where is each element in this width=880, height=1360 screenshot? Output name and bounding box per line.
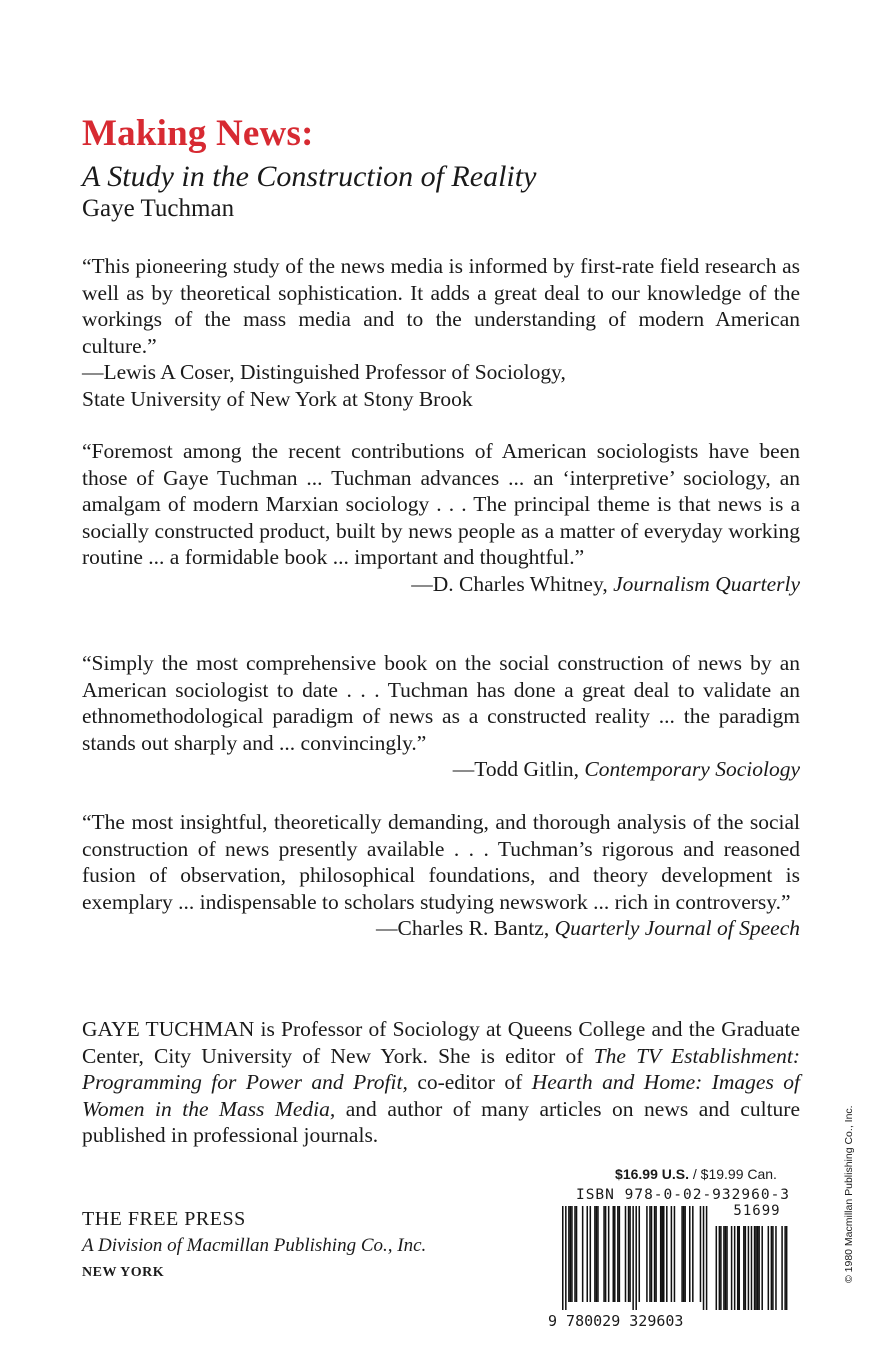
barcode-bar (737, 1226, 739, 1310)
barcode-bar (625, 1206, 627, 1302)
quote-attribution (82, 571, 800, 598)
barcode-bar (743, 1226, 745, 1310)
bio-text: and author of many articles on news and culture published in professional journals. (82, 1096, 801, 1147)
barcode-bar (751, 1226, 753, 1310)
barcode-bar (632, 1206, 634, 1310)
barcode-bar (706, 1206, 708, 1310)
quote-gitlin (82, 650, 800, 783)
addon-barcode-bars (716, 1226, 788, 1310)
quote-attribution (82, 915, 800, 942)
barcode-bar (654, 1206, 656, 1302)
barcode-bar (716, 1226, 718, 1310)
quote-affiliation: State University of New York at Stony Brook (82, 386, 473, 411)
barcode-bar (574, 1206, 576, 1302)
barcode-bar (603, 1206, 605, 1302)
barcode-bar (629, 1206, 631, 1302)
barcode-bar (758, 1226, 760, 1310)
barcode-bar (781, 1226, 783, 1310)
barcode-bar (568, 1206, 570, 1302)
barcode-bar (674, 1206, 676, 1302)
copyright-notice: © 1980 Macmillan Publishing Co., Inc. (843, 1105, 855, 1283)
barcode-bar (614, 1206, 616, 1302)
price-can: $19.99 Can. (700, 1166, 777, 1182)
barcode-bar (651, 1206, 653, 1302)
barcode-bar (748, 1226, 750, 1310)
attribution-source: Quarterly Journal of Speech (554, 916, 800, 940)
publisher-block (82, 1208, 426, 1281)
barcode-bar (684, 1206, 686, 1302)
ean-digits: 9 780029 329603 (548, 1312, 684, 1330)
barcode-bar (719, 1226, 721, 1310)
attribution-source: Journalism Quarterly (613, 571, 800, 596)
barcode-bar (768, 1226, 770, 1310)
barcode-bar (594, 1206, 596, 1302)
quote-text: “Simply the most comprehensive book on the social construction of news by an American sociologist to date . . . Tuchman has done a great deal to validate an ethnomethodological paradigm of news as a constructed reality ... the paradigm stands out sharply and ... convincingly.” (82, 651, 800, 755)
publisher-city: NEW YORK (82, 1265, 165, 1280)
barcode-bar (725, 1226, 727, 1310)
bio-work-title: The TV Establishment: Programming for Power and Profit, (82, 1043, 800, 1094)
ean-barcode-bars (562, 1206, 707, 1310)
attribution-source: Contemporary Sociology (584, 757, 800, 781)
quote-coser (82, 253, 800, 412)
barcode-bar (646, 1206, 648, 1302)
barcode-bar (661, 1206, 663, 1302)
bio-work-title: Hearth and Home: Images of Women in the Mass Media, (82, 1070, 801, 1121)
barcode-bar (775, 1226, 777, 1310)
quote-text: “The most insightful, theoretically demanding, and thorough analysis of the social construction of news presently available . . . Tuchman’s rigorous and reasoned fusion of observation, philosophical foundations, and theory development is exemplary ... indispensable to scholars studying newswork ... rich in controversy.” (82, 810, 800, 914)
quote-bantz (82, 809, 800, 942)
barcode-bar (617, 1206, 619, 1302)
quote-whitney (82, 438, 800, 597)
book-title: Making News: (82, 113, 314, 154)
barcode-bar (596, 1206, 598, 1302)
barcode-bar (720, 1226, 722, 1310)
barcode-bar (726, 1226, 728, 1310)
barcode-bar (738, 1226, 740, 1310)
bio-text: GAYE TUCHMAN is Professor of Sociology at Queens College and the Graduate Center, City University of New York. She is editor of (82, 1017, 800, 1068)
barcode-bar (731, 1226, 733, 1310)
barcode-bar (660, 1206, 662, 1302)
barcode-bar (671, 1206, 673, 1302)
barcode-bar (639, 1206, 641, 1302)
barcode-bar (663, 1206, 665, 1302)
barcode-bar (692, 1206, 694, 1302)
author-bio (82, 1016, 800, 1149)
barcode (554, 1206, 800, 1312)
attribution-name: —D. Charles Whitney, (411, 571, 608, 596)
attribution-name: —Charles R. Bantz, (376, 916, 550, 940)
price-label (596, 1166, 796, 1182)
attribution-name: —Todd Gitlin, (452, 757, 580, 781)
barcode-bar (635, 1206, 637, 1310)
price-separator: / (688, 1166, 701, 1182)
barcode-bar (761, 1226, 763, 1310)
barcode-bar (582, 1206, 584, 1302)
barcode-bar (608, 1206, 610, 1302)
book-subtitle: A Study in the Construction of Reality (82, 160, 537, 193)
barcode-bar (612, 1206, 614, 1302)
barcode-bar (666, 1206, 668, 1302)
barcode-bar (683, 1206, 685, 1302)
quote-text: “This pioneering study of the news media is informed by first-rate field research as well as by theoretical sophistication. It adds a great deal to our knowledge of the workings of the mass media and to the understanding of modern American culture.” (82, 254, 800, 358)
addon-digits: 51699 (733, 1203, 781, 1219)
barcode-bar (655, 1206, 657, 1302)
quote-attribution: —Lewis A Coser, Distinguished Professor of Sociology, (82, 360, 566, 384)
barcode-bar (681, 1206, 683, 1302)
quote-text: “Foremost among the recent contributions of American sociologists have been those of Gaye Tuchman ... Tuchman advances ... an ‘interpretive’ sociology, an amalgam of modern Marxian sociology . . . The principal theme is that news is a socially constructed product, built by news people as a matter of everyday working routine ... a formidable book ... important and thoughtful.” (82, 439, 800, 569)
barcode-bar (784, 1226, 786, 1310)
bio-text: co-editor of (417, 1070, 523, 1094)
barcode-bar (649, 1206, 651, 1302)
barcode-bar (757, 1226, 759, 1310)
publisher-division: A Division of Macmillan Publishing Co., Inc. (82, 1235, 427, 1256)
barcode-bar (562, 1206, 564, 1310)
quote-attribution (82, 756, 800, 783)
barcode-bar (590, 1206, 592, 1302)
barcode-bar (597, 1206, 599, 1302)
barcode-bar (619, 1206, 621, 1302)
barcode-bar (628, 1206, 630, 1302)
barcode-bar (771, 1226, 773, 1310)
publisher-name: THE FREE PRESS (82, 1208, 246, 1230)
barcode-bar (586, 1206, 588, 1302)
price-us: $16.99 U.S. (615, 1166, 689, 1182)
barcode-bar (565, 1206, 567, 1310)
barcode-bar (754, 1226, 756, 1310)
barcode-bar (571, 1206, 573, 1302)
barcode-bar (689, 1206, 691, 1302)
barcode-bar (734, 1226, 736, 1310)
barcode-bar (745, 1226, 747, 1310)
barcode-bar (786, 1226, 788, 1310)
barcode-bar (772, 1226, 774, 1310)
barcode-bar (700, 1206, 702, 1302)
barcode-bar (605, 1206, 607, 1302)
barcode-bar (723, 1226, 725, 1310)
barcode-bar (576, 1206, 578, 1302)
book-author: Gaye Tuchman (82, 195, 235, 222)
barcode-bar (755, 1226, 757, 1310)
isbn-label: ISBN 978-0-02-932960-3 (575, 1187, 791, 1203)
barcode-bar (703, 1206, 705, 1310)
barcode-bar (570, 1206, 572, 1302)
